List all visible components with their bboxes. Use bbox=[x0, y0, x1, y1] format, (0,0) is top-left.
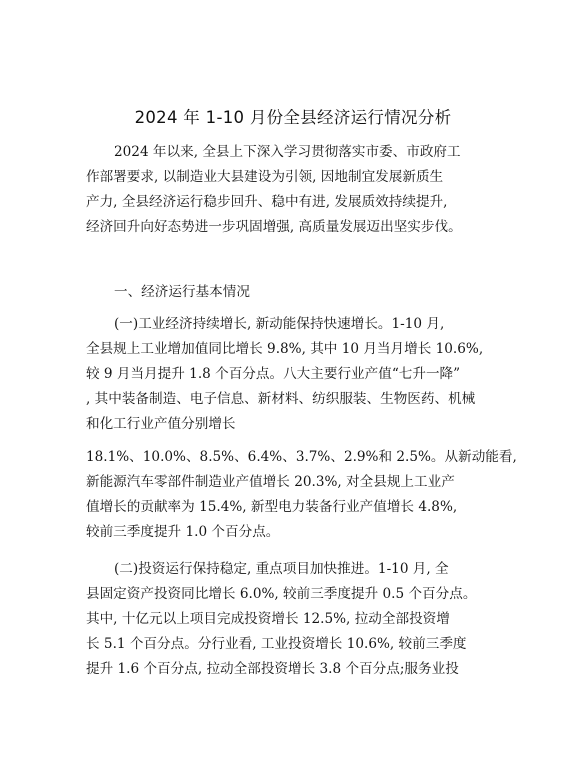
para2-line-1: (二)投资运行保持稳定, 重点项目加快推进。1-10 月, 全 bbox=[114, 561, 449, 577]
para2-line-2: 县固定资产投资同比增长 6.0%, 较前三季度提升 0.5 个百分点。 bbox=[86, 586, 477, 602]
para1-line-9: 较前三季度提升 1.0 个百分点。 bbox=[86, 524, 280, 540]
intro-line-4: 经济回升向好态势进一步巩固增强, 高质量发展迈出坚实步伐。 bbox=[86, 219, 462, 235]
para1-line-1: (一)工业经济持续增长, 新动能保持快速增长。1-10 月, bbox=[114, 316, 445, 332]
para1-line-2: 全县规上工业增加值同比增长 9.8%, 其中 10 月当月增长 10.6%, bbox=[86, 341, 484, 357]
para1-line-6: 18.1%、10.0%、8.5%、6.4%、3.7%、2.9%和 2.5%。从新动能看, bbox=[86, 449, 517, 465]
intro-line-2: 作部署要求, 以制造业大县建设为引领, 因地制宜发展新质生 bbox=[86, 169, 444, 185]
intro-line-3: 产力, 全县经济运行稳步回升、稳中有进, 发展质效持续提升, bbox=[86, 194, 448, 210]
para1-line-3: 较 9 月当月提升 1.8 个百分点。八大主要行业产值“七升一降” bbox=[86, 366, 461, 382]
para2-line-4: 长 5.1 个百分点。分行业看, 工业投资增长 10.6%, 较前三季度 bbox=[86, 636, 467, 652]
para1-line-7: 新能源汽车零部件制造业产值增长 20.3%, 对全县规上工业产 bbox=[86, 474, 455, 490]
para1-line-5: 和化工行业产值分别增长 bbox=[86, 416, 236, 432]
para2-line-3: 其中, 十亿元以上项目完成投资增长 12.5%, 拉动全部投资增 bbox=[86, 611, 450, 627]
para2-line-5: 提升 1.6 个百分点, 拉动全部投资增长 3.8 个百分点;服务业投 bbox=[86, 661, 459, 677]
para1-line-8: 值增长的贡献率为 15.4%, 新型电力装备行业产值增长 4.8%, bbox=[86, 499, 458, 515]
intro-line-1: 2024 年以来, 全县上下深入学习贯彻落实市委、市政府工 bbox=[114, 144, 461, 160]
para1-line-4: , 其中装备制造、电子信息、新材料、纺织服装、生物医药、机械 bbox=[86, 391, 476, 407]
section-heading: 一、经济运行基本情况 bbox=[114, 284, 250, 300]
document-title: 2024 年 1-10 月份全县经济运行情况分析 bbox=[134, 108, 452, 127]
